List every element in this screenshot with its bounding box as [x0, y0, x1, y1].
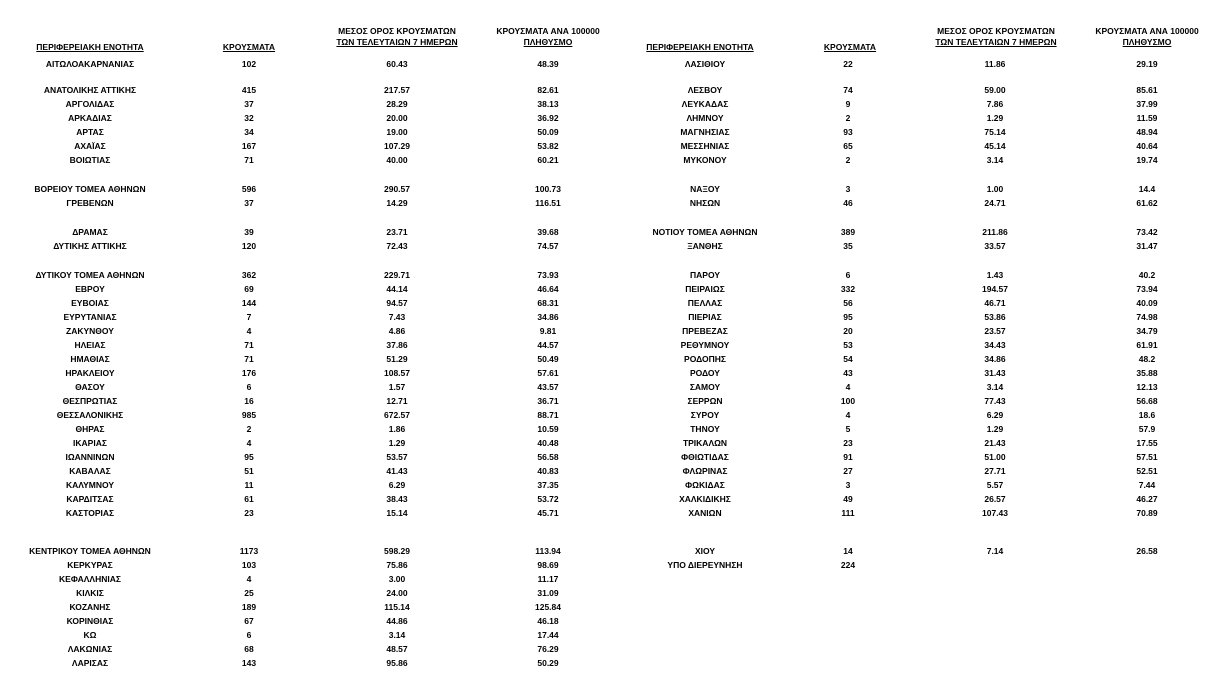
region-name-cell: ΘΑΣΟΥ	[75, 382, 105, 392]
cases-per-100k-cell: 50.29	[537, 658, 559, 668]
region-name-cell: ΧΙΟΥ	[694, 546, 716, 556]
cases-per-100k-cell: 26.58	[1136, 546, 1158, 556]
seven-day-average-cell: 94.57	[386, 298, 408, 308]
region-name-cell: ΛΑΡΙΣΑΣ	[71, 658, 109, 668]
region-name-cell: ΠΕΛΛΑΣ	[687, 298, 723, 308]
seven-day-average-cell: 59.00	[984, 85, 1006, 95]
cases-per-100k-cell: 48.2	[1138, 354, 1156, 364]
cases-cell: 39	[244, 227, 254, 237]
region-name-cell: ΚΑΣΤΟΡΙΑΣ	[65, 508, 115, 518]
header-avg-line2: ΤΩΝ ΤΕΛΕΥΤΑΙΩΝ 7 ΗΜΕΡΩΝ	[935, 37, 1057, 47]
region-name-cell: ΘΕΣΣΑΛΟΝΙΚΗΣ	[56, 410, 124, 420]
region-name-cell: ΡΟΔΟΥ	[690, 368, 720, 378]
region-name-cell: ΛΑΣΙΘΙΟΥ	[684, 59, 726, 69]
region-name-cell: ΚΑΛΥΜΝΟΥ	[65, 480, 115, 490]
cases-cell: 23	[843, 438, 853, 448]
cases-per-100k-cell: 57.51	[1136, 452, 1158, 462]
region-name-cell: ΠΙΕΡΙΑΣ	[688, 312, 722, 322]
cases-cell: 4	[246, 326, 252, 336]
cases-cell: 53	[843, 340, 853, 350]
header-per-right	[1082, 26, 1212, 48]
cases-cell: 4	[845, 410, 851, 420]
cases-cell: 16	[244, 396, 254, 406]
region-name-cell: ΦΛΩΡΙΝΑΣ	[682, 466, 728, 476]
seven-day-average-cell: 34.86	[984, 354, 1006, 364]
cases-cell: 143	[241, 658, 257, 668]
cases-per-100k-cell: 34.79	[1136, 326, 1158, 336]
seven-day-average-cell: 12.71	[386, 396, 408, 406]
region-name-cell: ΚΙΛΚΙΣ	[76, 588, 104, 598]
cases-cell: 224	[840, 560, 856, 570]
cases-cell: 389	[840, 227, 856, 237]
seven-day-average-cell: 6.29	[388, 480, 406, 490]
region-name-cell: ΦΩΚΙΔΑΣ	[685, 480, 725, 490]
region-name-cell: ΙΩΑΝΝΙΝΩΝ	[65, 452, 115, 462]
seven-day-average-cell: 24.71	[984, 198, 1006, 208]
seven-day-average-cell: 672.57	[384, 410, 410, 420]
seven-day-average-cell: 53.86	[984, 312, 1006, 322]
cases-per-100k-cell: 40.83	[537, 466, 559, 476]
region-name-cell: ΑΡΤΑΣ	[76, 127, 104, 137]
seven-day-average-cell: 44.86	[386, 616, 408, 626]
cases-cell: 332	[840, 284, 856, 294]
cases-cell: 167	[241, 141, 257, 151]
region-name-cell: ΛΗΜΝΟΥ	[686, 113, 724, 123]
seven-day-average-cell: 19.00	[386, 127, 408, 137]
cases-per-100k-cell: 57.61	[537, 368, 559, 378]
cases-per-100k-cell: 40.09	[1136, 298, 1158, 308]
seven-day-average-cell: 26.57	[984, 494, 1006, 504]
cases-per-100k-cell: 46.18	[537, 616, 559, 626]
cases-per-100k-cell: 37.99	[1136, 99, 1158, 109]
seven-day-average-cell: 72.43	[386, 241, 408, 251]
seven-day-average-cell: 3.14	[986, 155, 1004, 165]
cases-cell: 51	[244, 466, 254, 476]
cases-per-100k-cell: 125.84	[535, 602, 561, 612]
region-name-cell: ΑΝΑΤΟΛΙΚΗΣ ΑΤΤΙΚΗΣ	[43, 85, 137, 95]
cases-cell: 37	[244, 99, 254, 109]
cases-per-100k-cell: 113.94	[535, 546, 561, 556]
cases-per-100k-cell: 50.09	[537, 127, 559, 137]
region-name-cell: ΦΘΙΩΤΙΔΑΣ	[681, 452, 729, 462]
seven-day-average-cell: 37.86	[386, 340, 408, 350]
region-name-cell: ΔΥΤΙΚΟΥ ΤΟΜΕΑ ΑΘΗΝΩΝ	[35, 270, 145, 280]
seven-day-average-cell: 1.29	[986, 113, 1004, 123]
cases-per-100k-cell: 17.44	[537, 630, 559, 640]
region-name-cell: ΡΕΘΥΜΝΟΥ	[680, 340, 730, 350]
cases-per-100k-cell: 88.71	[537, 410, 559, 420]
cases-per-100k-cell: 40.64	[1136, 141, 1158, 151]
cases-per-100k-cell: 46.27	[1136, 494, 1158, 504]
region-name-cell: ΞΑΝΘΗΣ	[687, 241, 723, 251]
cases-cell: 144	[241, 298, 257, 308]
region-name-cell: ΝΗΣΩΝ	[689, 198, 721, 208]
cases-per-100k-cell: 14.4	[1138, 184, 1156, 194]
cases-cell: 25	[244, 588, 254, 598]
cases-cell: 43	[843, 368, 853, 378]
cases-cell: 61	[244, 494, 254, 504]
cases-per-100k-cell: 31.09	[537, 588, 559, 598]
cases-per-100k-cell: 73.94	[1136, 284, 1158, 294]
region-name-cell: ΗΜΑΘΙΑΣ	[70, 354, 110, 364]
cases-per-100k-cell: 36.92	[537, 113, 559, 123]
seven-day-average-cell: 46.71	[984, 298, 1006, 308]
cases-cell: 20	[843, 326, 853, 336]
cases-cell: 68	[244, 644, 254, 654]
header-per-line2: ΠΛΗΘΥΣΜΟ	[523, 37, 573, 47]
cases-cell: 69	[244, 284, 254, 294]
header-per-line2: ΠΛΗΘΥΣΜΟ	[1122, 37, 1172, 47]
region-name-cell: ΜΕΣΣΗΝΙΑΣ	[680, 141, 730, 151]
region-name-cell: ΣΕΡΡΩΝ	[687, 396, 723, 406]
seven-day-average-cell: 115.14	[384, 602, 410, 612]
seven-day-average-cell: 1.86	[388, 424, 406, 434]
seven-day-average-cell: 34.43	[984, 340, 1006, 350]
cases-cell: 4	[246, 438, 252, 448]
seven-day-average-cell: 1.43	[986, 270, 1004, 280]
cases-cell: 362	[241, 270, 257, 280]
seven-day-average-cell: 24.00	[386, 588, 408, 598]
cases-cell: 985	[241, 410, 257, 420]
cases-cell: 95	[244, 452, 254, 462]
seven-day-average-cell: 194.57	[982, 284, 1008, 294]
cases-cell: 3	[845, 184, 851, 194]
cases-per-100k-cell: 100.73	[535, 184, 561, 194]
seven-day-average-cell: 75.86	[386, 560, 408, 570]
cases-per-100k-cell: 70.89	[1136, 508, 1158, 518]
seven-day-average-cell: 77.43	[984, 396, 1006, 406]
cases-per-100k-cell: 39.68	[537, 227, 559, 237]
region-name-cell: ΕΥΒΟΙΑΣ	[71, 298, 109, 308]
seven-day-average-cell: 7.43	[388, 312, 406, 322]
seven-day-average-cell: 211.86	[982, 227, 1008, 237]
header-avg-right	[926, 26, 1066, 48]
cases-cell: 2	[845, 155, 851, 165]
region-name-cell: ΖΑΚΥΝΘΟΥ	[66, 326, 114, 336]
header-region-right: ΠΕΡΙΦΕΡΕΙΑΚΗ ΕΝΟΤΗΤΑ	[646, 42, 754, 52]
region-name-cell: ΣΑΜΟΥ	[689, 382, 721, 392]
cases-per-100k-cell: 9.81	[539, 326, 557, 336]
cases-per-100k-cell: 40.2	[1138, 270, 1156, 280]
cases-cell: 35	[843, 241, 853, 251]
cases-cell: 5	[845, 424, 851, 434]
cases-per-100k-cell: 38.13	[537, 99, 559, 109]
header-avg-line2: ΤΩΝ ΤΕΛΕΥΤΑΙΩΝ 7 ΗΜΕΡΩΝ	[336, 37, 458, 47]
seven-day-average-cell: 40.00	[386, 155, 408, 165]
cases-cell: 46	[843, 198, 853, 208]
cases-cell: 3	[845, 480, 851, 490]
cases-cell: 91	[843, 452, 853, 462]
region-name-cell: ΒΟΙΩΤΙΑΣ	[69, 155, 111, 165]
seven-day-average-cell: 75.14	[984, 127, 1006, 137]
cases-cell: 93	[843, 127, 853, 137]
cases-per-100k-cell: 11.17	[537, 574, 559, 584]
cases-per-100k-cell: 76.29	[537, 644, 559, 654]
region-name-cell: ΙΚΑΡΙΑΣ	[73, 438, 107, 448]
region-name-cell: ΣΥΡΟΥ	[690, 410, 720, 420]
header-per-line1: ΚΡΟΥΣΜΑΤΑ ΑΝΑ 100000	[1095, 26, 1199, 36]
header-avg-line1: ΜΕΣΟΣ ΟΡΟΣ ΚΡΟΥΣΜΑΤΩΝ	[937, 26, 1055, 36]
cases-per-100k-cell: 48.39	[537, 59, 559, 69]
header-per-left	[483, 26, 613, 48]
seven-day-average-cell: 598.29	[384, 546, 410, 556]
seven-day-average-cell: 51.00	[984, 452, 1006, 462]
header-cases-right: ΚΡΟΥΣΜΑΤΑ	[823, 42, 877, 52]
cases-cell: 4	[845, 382, 851, 392]
region-name-cell: ΔΥΤΙΚΗΣ ΑΤΤΙΚΗΣ	[53, 241, 127, 251]
region-name-cell: ΗΛΕΙΑΣ	[74, 340, 106, 350]
cases-cell: 71	[244, 340, 254, 350]
region-name-cell: ΤΗΝΟΥ	[690, 424, 720, 434]
cases-per-100k-cell: 37.35	[537, 480, 559, 490]
cases-cell: 65	[843, 141, 853, 151]
region-name-cell: ΓΡΕΒΕΝΩΝ	[66, 198, 114, 208]
region-name-cell: ΑΡΚΑΔΙΑΣ	[68, 113, 112, 123]
cases-per-100k-cell: 18.6	[1138, 410, 1156, 420]
region-name-cell: ΑΡΓΟΛΙΔΑΣ	[65, 99, 115, 109]
region-name-cell: ΠΑΡΟΥ	[690, 270, 720, 280]
cases-per-100k-cell: 68.31	[537, 298, 559, 308]
cases-cell: 6	[246, 382, 252, 392]
cases-cell: 32	[244, 113, 254, 123]
region-name-cell: ΜΥΚΟΝΟΥ	[683, 155, 727, 165]
cases-per-100k-cell: 29.19	[1136, 59, 1158, 69]
region-name-cell: ΚΟΡΙΝΘΙΑΣ	[66, 616, 114, 626]
seven-day-average-cell: 41.43	[386, 466, 408, 476]
region-name-cell: ΚΑΒΑΛΑΣ	[69, 466, 111, 476]
seven-day-average-cell: 20.00	[386, 113, 408, 123]
cases-cell: 4	[246, 574, 252, 584]
region-name-cell: ΠΡΕΒΕΖΑΣ	[682, 326, 728, 336]
seven-day-average-cell: 11.86	[984, 59, 1006, 69]
seven-day-average-cell: 53.57	[386, 452, 408, 462]
cases-per-100k-cell: 34.86	[537, 312, 559, 322]
region-name-cell: ΜΑΓΝΗΣΙΑΣ	[680, 127, 730, 137]
cases-per-100k-cell: 19.74	[1136, 155, 1158, 165]
cases-cell: 56	[843, 298, 853, 308]
region-name-cell: ΘΗΡΑΣ	[75, 424, 105, 434]
cases-per-100k-cell: 50.49	[537, 354, 559, 364]
header-region-left: ΠΕΡΙΦΕΡΕΙΑΚΗ ΕΝΟΤΗΤΑ	[36, 42, 144, 52]
cases-cell: 2	[246, 424, 252, 434]
cases-cell: 6	[845, 270, 851, 280]
cases-cell: 11	[244, 480, 254, 490]
cases-per-100k-cell: 45.71	[537, 508, 559, 518]
cases-per-100k-cell: 12.13	[1136, 382, 1158, 392]
cases-per-100k-cell: 74.57	[537, 241, 559, 251]
region-name-cell: ΠΕΙΡΑΙΩΣ	[685, 284, 725, 294]
cases-cell: 14	[843, 546, 853, 556]
header-avg-line1: ΜΕΣΟΣ ΟΡΟΣ ΚΡΟΥΣΜΑΤΩΝ	[338, 26, 456, 36]
cases-cell: 103	[241, 560, 257, 570]
seven-day-average-cell: 23.57	[984, 326, 1006, 336]
cases-cell: 71	[244, 155, 254, 165]
seven-day-average-cell: 5.57	[986, 480, 1004, 490]
cases-per-100k-cell: 43.57	[537, 382, 559, 392]
region-name-cell: ΑΧΑΪΑΣ	[74, 141, 106, 151]
seven-day-average-cell: 51.29	[386, 354, 408, 364]
cases-per-100k-cell: 61.62	[1136, 198, 1158, 208]
region-name-cell: ΕΒΡΟΥ	[75, 284, 105, 294]
cases-cell: 22	[843, 59, 853, 69]
region-name-cell: ΥΠΟ ΔΙΕΡΕΥΝΗΣΗ	[667, 560, 743, 570]
region-name-cell: ΗΡΑΚΛΕΙΟΥ	[65, 368, 115, 378]
cases-per-100k-cell: 11.59	[1136, 113, 1158, 123]
cases-cell: 37	[244, 198, 254, 208]
cases-per-100k-cell: 53.82	[537, 141, 559, 151]
cases-per-100k-cell: 98.69	[537, 560, 559, 570]
region-name-cell: ΝΟΤΙΟΥ ΤΟΜΕΑ ΑΘΗΝΩΝ	[652, 227, 758, 237]
region-name-cell: ΒΟΡΕΙΟΥ ΤΟΜΕΑ ΑΘΗΝΩΝ	[34, 184, 146, 194]
cases-cell: 176	[241, 368, 257, 378]
cases-cell: 120	[241, 241, 257, 251]
seven-day-average-cell: 229.71	[384, 270, 410, 280]
seven-day-average-cell: 60.43	[386, 59, 408, 69]
cases-per-100k-cell: 36.71	[537, 396, 559, 406]
region-name-cell: ΚΑΡΔΙΤΣΑΣ	[66, 494, 114, 504]
region-name-cell: ΛΕΣΒΟΥ	[687, 85, 723, 95]
region-name-cell: ΚΕΦΑΛΛΗΝΙΑΣ	[59, 574, 121, 584]
region-name-cell: ΑΙΤΩΛΟΑΚΑΡΝΑΝΙΑΣ	[45, 59, 135, 69]
region-name-cell: ΕΥΡΥΤΑΝΙΑΣ	[63, 312, 117, 322]
header-per-line1: ΚΡΟΥΣΜΑΤΑ ΑΝΑ 100000	[496, 26, 600, 36]
region-name-cell: ΔΡΑΜΑΣ	[72, 227, 108, 237]
seven-day-average-cell: 23.71	[386, 227, 408, 237]
cases-per-100k-cell: 40.48	[537, 438, 559, 448]
seven-day-average-cell: 4.86	[388, 326, 406, 336]
seven-day-average-cell: 1.29	[388, 438, 406, 448]
cases-cell: 6	[246, 630, 252, 640]
cases-per-100k-cell: 116.51	[535, 198, 561, 208]
cases-per-100k-cell: 74.98	[1136, 312, 1158, 322]
cases-cell: 189	[241, 602, 257, 612]
region-name-cell: ΧΑΛΚΙΔΙΚΗΣ	[679, 494, 731, 504]
cases-per-100k-cell: 60.21	[537, 155, 559, 165]
seven-day-average-cell: 27.71	[984, 466, 1006, 476]
cases-cell: 23	[244, 508, 254, 518]
region-name-cell: ΚΕΡΚΥΡΑΣ	[67, 560, 113, 570]
seven-day-average-cell: 7.86	[986, 99, 1004, 109]
seven-day-average-cell: 217.57	[384, 85, 410, 95]
seven-day-average-cell: 108.57	[384, 368, 410, 378]
cases-cell: 54	[843, 354, 853, 364]
seven-day-average-cell: 31.43	[984, 368, 1006, 378]
region-name-cell: ΤΡΙΚΑΛΩΝ	[682, 438, 728, 448]
region-name-cell: ΛΕΥΚΑΔΑΣ	[681, 99, 729, 109]
cases-cell: 7	[246, 312, 252, 322]
cases-cell: 71	[244, 354, 254, 364]
cases-cell: 74	[843, 85, 853, 95]
cases-per-100k-cell: 46.64	[537, 284, 559, 294]
region-name-cell: ΡΟΔΟΠΗΣ	[684, 354, 726, 364]
cases-per-100k-cell: 10.59	[537, 424, 559, 434]
seven-day-average-cell: 3.14	[986, 382, 1004, 392]
seven-day-average-cell: 45.14	[984, 141, 1006, 151]
region-name-cell: ΛΑΚΩΝΙΑΣ	[67, 644, 113, 654]
seven-day-average-cell: 107.29	[384, 141, 410, 151]
cases-cell: 95	[843, 312, 853, 322]
cases-per-100k-cell: 82.61	[537, 85, 559, 95]
seven-day-average-cell: 44.14	[386, 284, 408, 294]
seven-day-average-cell: 33.57	[984, 241, 1006, 251]
cases-cell: 2	[845, 113, 851, 123]
seven-day-average-cell: 7.14	[986, 546, 1004, 556]
seven-day-average-cell: 3.00	[388, 574, 406, 584]
cases-cell: 100	[840, 396, 856, 406]
cases-per-100k-cell: 61.91	[1136, 340, 1158, 350]
seven-day-average-cell: 1.57	[388, 382, 406, 392]
region-name-cell: ΝΑΞΟΥ	[690, 184, 720, 194]
cases-per-100k-cell: 17.55	[1136, 438, 1158, 448]
cases-per-100k-cell: 52.51	[1136, 466, 1158, 476]
cases-per-100k-cell: 56.58	[537, 452, 559, 462]
seven-day-average-cell: 48.57	[386, 644, 408, 654]
cases-per-100k-cell: 53.72	[537, 494, 559, 504]
region-name-cell: ΚΩ	[83, 630, 97, 640]
seven-day-average-cell: 14.29	[386, 198, 408, 208]
seven-day-average-cell: 15.14	[386, 508, 408, 518]
region-name-cell: ΘΕΣΠΡΩΤΙΑΣ	[62, 396, 118, 406]
seven-day-average-cell: 1.00	[986, 184, 1004, 194]
seven-day-average-cell: 290.57	[384, 184, 410, 194]
cases-per-100k-cell: 48.94	[1136, 127, 1158, 137]
cases-cell: 415	[241, 85, 257, 95]
cases-per-100k-cell: 31.47	[1136, 241, 1158, 251]
seven-day-average-cell: 6.29	[986, 410, 1004, 420]
cases-cell: 67	[244, 616, 254, 626]
cases-cell: 34	[244, 127, 254, 137]
seven-day-average-cell: 28.29	[386, 99, 408, 109]
cases-cell: 1173	[239, 546, 259, 556]
seven-day-average-cell: 95.86	[386, 658, 408, 668]
cases-per-100k-cell: 73.42	[1136, 227, 1158, 237]
cases-cell: 102	[241, 59, 257, 69]
seven-day-average-cell: 3.14	[388, 630, 406, 640]
cases-cell: 27	[843, 466, 853, 476]
region-name-cell: ΚΕΝΤΡΙΚΟΥ ΤΟΜΕΑ ΑΘΗΝΩΝ	[29, 546, 151, 556]
cases-cell: 596	[241, 184, 257, 194]
seven-day-average-cell: 1.29	[986, 424, 1004, 434]
seven-day-average-cell: 21.43	[984, 438, 1006, 448]
cases-per-100k-cell: 56.68	[1136, 396, 1158, 406]
cases-cell: 49	[843, 494, 853, 504]
cases-cell: 111	[841, 508, 855, 518]
cases-cell: 9	[845, 99, 851, 109]
cases-per-100k-cell: 35.88	[1136, 368, 1158, 378]
seven-day-average-cell: 107.43	[982, 508, 1008, 518]
cases-per-100k-cell: 7.44	[1138, 480, 1156, 490]
region-name-cell: ΧΑΝΙΩΝ	[688, 508, 722, 518]
seven-day-average-cell: 38.43	[386, 494, 408, 504]
cases-per-100k-cell: 85.61	[1136, 85, 1158, 95]
cases-per-100k-cell: 73.93	[537, 270, 559, 280]
region-name-cell: ΚΟΖΑΝΗΣ	[69, 602, 111, 612]
cases-per-100k-cell: 44.57	[537, 340, 559, 350]
cases-per-100k-cell: 57.9	[1138, 424, 1156, 434]
header-cases-left: ΚΡΟΥΣΜΑΤΑ	[222, 42, 276, 52]
header-avg-left	[327, 26, 467, 48]
